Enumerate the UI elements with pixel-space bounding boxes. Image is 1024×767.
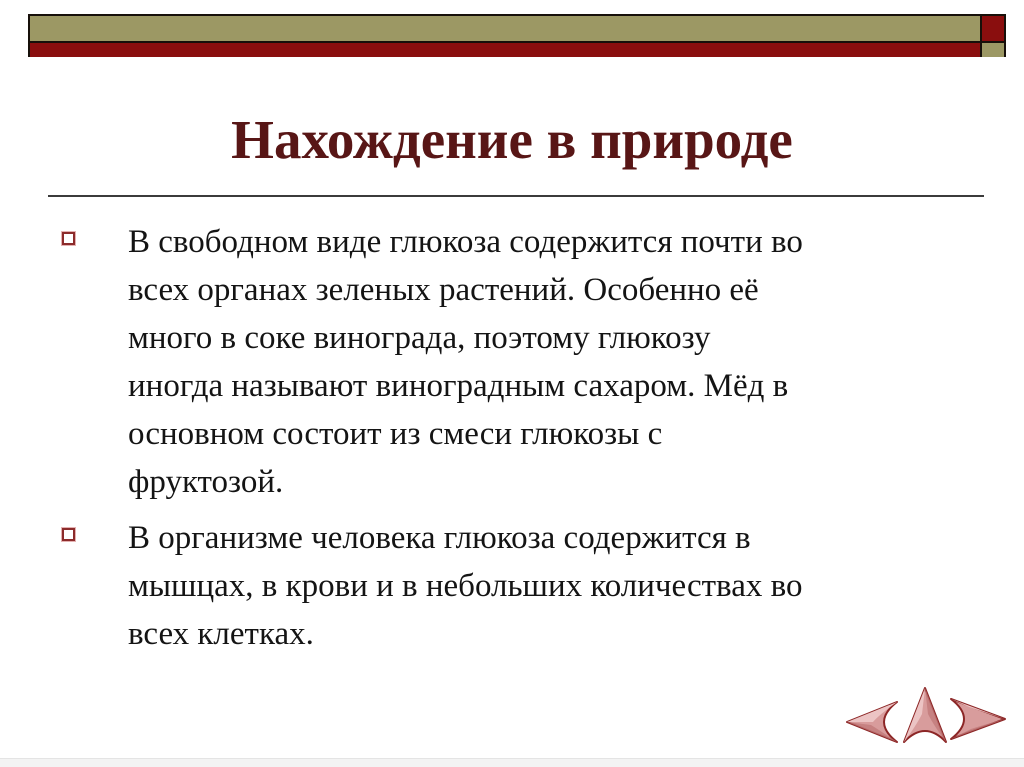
bullet-item-2 [62, 514, 962, 658]
previous-slide-arrow-icon[interactable] [845, 700, 899, 744]
next-slide-arrow-icon[interactable] [949, 697, 1007, 741]
banner-olive-corner-square [980, 41, 1004, 57]
title-underline [48, 195, 984, 197]
slide-title: Нахождение в природе [231, 109, 793, 170]
bullet-item-1 [62, 218, 962, 506]
bullet-1-text [128, 218, 962, 506]
text-line: всех клетках. [128, 616, 314, 652]
slide-navigation [843, 684, 1013, 746]
square-bullet-icon [62, 528, 75, 541]
bullet-2-text [128, 514, 962, 658]
square-bullet-icon [62, 232, 75, 245]
text-line: В свободном виде глюкоза содержится почти во [128, 224, 803, 260]
text-line: всех органах зеленых растений. Особенно её [128, 272, 759, 308]
text-line: иногда называют виноградным сахаром. Мёд в [128, 368, 789, 404]
header-banner [28, 14, 1006, 57]
text-line: В организме человека глюкоза содержится в [128, 520, 751, 556]
text-line: основном состоит из смеси глюкозы с [128, 416, 663, 452]
banner-red-corner-square [980, 16, 1004, 41]
banner-red-bar [30, 41, 980, 57]
text-line: фруктозой. [128, 464, 284, 500]
up-slide-arrow-icon[interactable] [902, 686, 948, 744]
text-line: мышцах, в крови и в небольших количествах во [128, 568, 803, 604]
text-line: много в соке винограда, поэтому глюкозу [128, 320, 711, 356]
slide-body [62, 218, 962, 658]
bottom-edge-strip [0, 758, 1024, 767]
banner-olive-bar [30, 16, 980, 41]
